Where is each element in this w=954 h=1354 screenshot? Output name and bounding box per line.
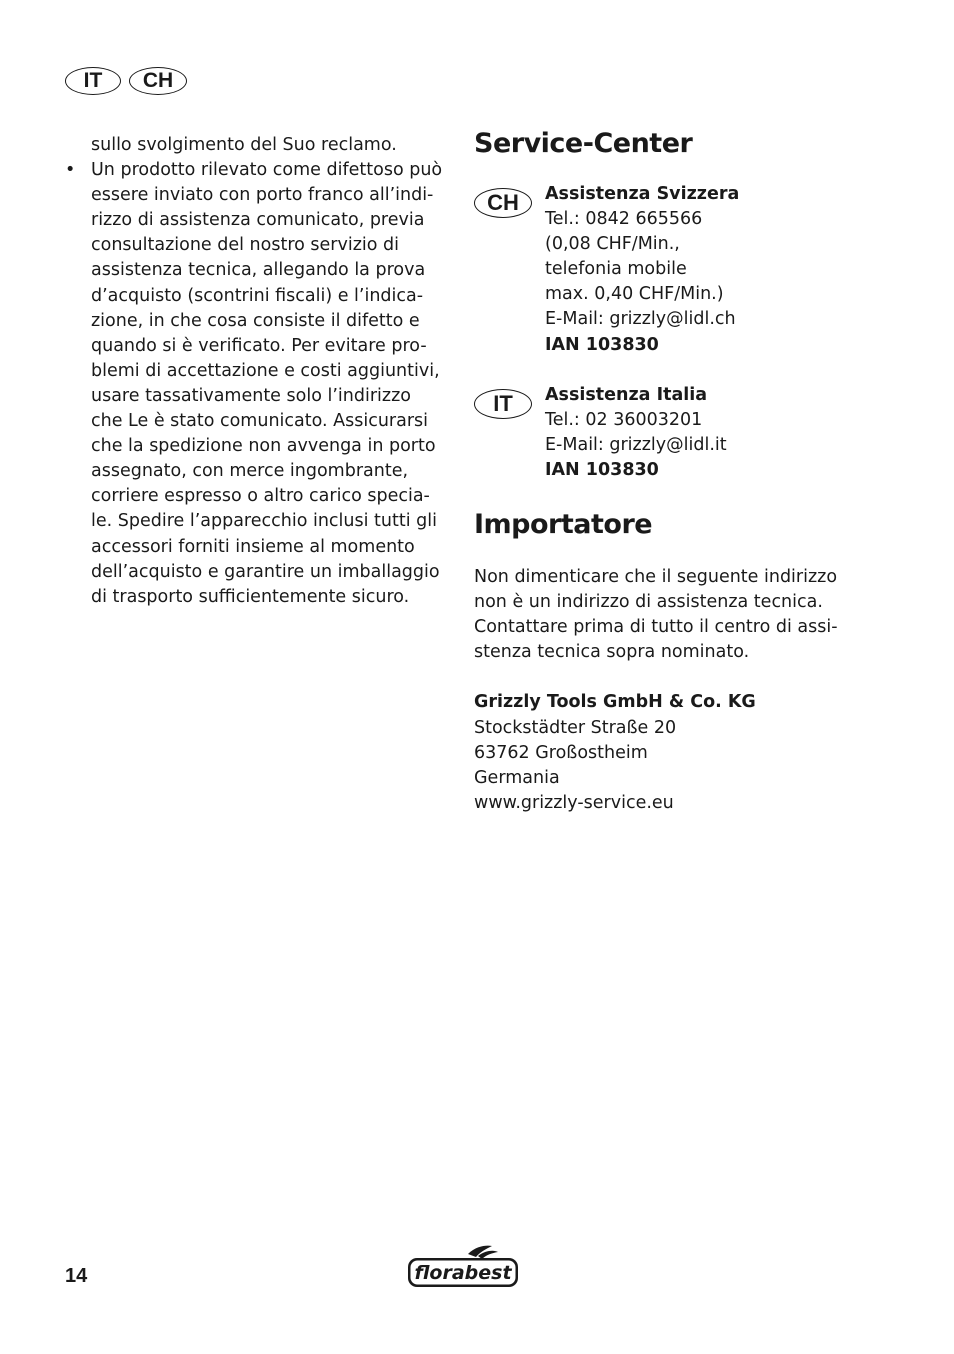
service-it-block bbox=[474, 383, 874, 483]
continuation-text: sullo svolgimento del Suo reclamo. bbox=[91, 135, 397, 155]
service-it-phone: Tel.: 02 36003201 bbox=[545, 409, 703, 430]
bullet-line: • Un prodotto rilevato come difettoso può bbox=[91, 160, 443, 181]
bullet-line: accessori forniti insieme al momento bbox=[91, 536, 415, 557]
florabest-logo bbox=[406, 1244, 520, 1290]
return-instructions-bullet bbox=[91, 158, 461, 610]
importer-street: Stockstädter Straße 20 bbox=[474, 717, 677, 738]
bullet-line: usare tassativamente solo l’indirizzo bbox=[91, 385, 411, 406]
service-center-heading: Service-Center bbox=[474, 128, 693, 159]
bullet-line: di trasporto sufficientemente sicuro. bbox=[91, 586, 410, 607]
service-it-title: Assistenza Italia bbox=[545, 384, 708, 405]
bullet-line: blemi di accettazione e costi aggiuntivi, bbox=[91, 360, 440, 381]
lang-badge-ch: CH bbox=[129, 67, 187, 95]
bullet-line: dell’acquisto e garantire un imballaggio bbox=[91, 561, 440, 582]
importer-note-line: non è un indirizzo di assistenza tecnica. bbox=[474, 592, 823, 613]
importer-note-line: Contattare prima di tutto il centro di assi- bbox=[474, 617, 838, 638]
service-ch-ian: IAN 103830 bbox=[545, 334, 659, 355]
importer-note bbox=[474, 565, 874, 665]
importer-company: Grizzly Tools GmbH & Co. KG bbox=[474, 692, 756, 713]
right-column bbox=[474, 126, 874, 816]
service-ch-title: Assistenza Svizzera bbox=[545, 184, 740, 204]
importer-country: Germania bbox=[474, 767, 560, 788]
service-ch-block bbox=[474, 182, 874, 358]
left-column bbox=[91, 133, 461, 610]
bullet-line: quando si è verificato. Per evitare pro- bbox=[91, 335, 427, 356]
service-it-ian: IAN 103830 bbox=[545, 459, 659, 480]
bullet-line: corriere espresso o altro carico specia- bbox=[91, 486, 430, 507]
page-number: 14 bbox=[65, 1265, 88, 1287]
bullet-line: che Le è stato comunicato. Assicurarsi bbox=[91, 411, 429, 432]
bullet-line: le. Spedire l’apparecchio inclusi tutti gli bbox=[91, 511, 437, 532]
service-it-badge: IT bbox=[474, 389, 532, 419]
importer-address bbox=[474, 690, 874, 815]
service-ch-mobile: telefonia mobile bbox=[545, 259, 687, 280]
service-ch-phone: Tel.: 0842 665566 bbox=[545, 209, 703, 230]
service-ch-email: E-Mail: grizzly@lidl.ch bbox=[545, 309, 736, 330]
importer-city: 63762 Großostheim bbox=[474, 742, 648, 763]
service-ch-badge: CH bbox=[474, 188, 532, 218]
svg-text:florabest: florabest bbox=[414, 1262, 512, 1284]
bullet-line: rizzo di assistenza comunicato, previa bbox=[91, 210, 425, 231]
importer-heading: Importatore bbox=[474, 509, 653, 541]
bullet-line: che la spedizione non avvenga in porto bbox=[91, 436, 436, 457]
bullet-line: zione, in che cosa consiste il difetto e bbox=[91, 310, 420, 331]
bullet-line: assistenza tecnica, allegando la prova bbox=[91, 260, 426, 281]
bullet-line: essere inviato con porto franco all’indi- bbox=[91, 185, 434, 206]
lang-badge-it: IT bbox=[65, 67, 121, 95]
importer-note-line: stenza tecnica sopra nominato. bbox=[474, 642, 750, 663]
bullet-line: assegnato, con merce ingombrante, bbox=[91, 461, 409, 482]
importer-note-line: Non dimenticare che il seguente indirizzo bbox=[474, 567, 838, 588]
bullet-line: consultazione del nostro servizio di bbox=[91, 235, 399, 256]
bullet-line: d’acquisto (scontrini fiscali) e l’indica- bbox=[91, 285, 424, 306]
service-it-email: E-Mail: grizzly@lidl.it bbox=[545, 434, 727, 455]
importer-website: www.grizzly-service.eu bbox=[474, 792, 674, 813]
service-ch-mobile-rate: max. 0,40 CHF/Min.) bbox=[545, 284, 724, 305]
service-ch-rate: (0,08 CHF/Min., bbox=[545, 234, 680, 255]
